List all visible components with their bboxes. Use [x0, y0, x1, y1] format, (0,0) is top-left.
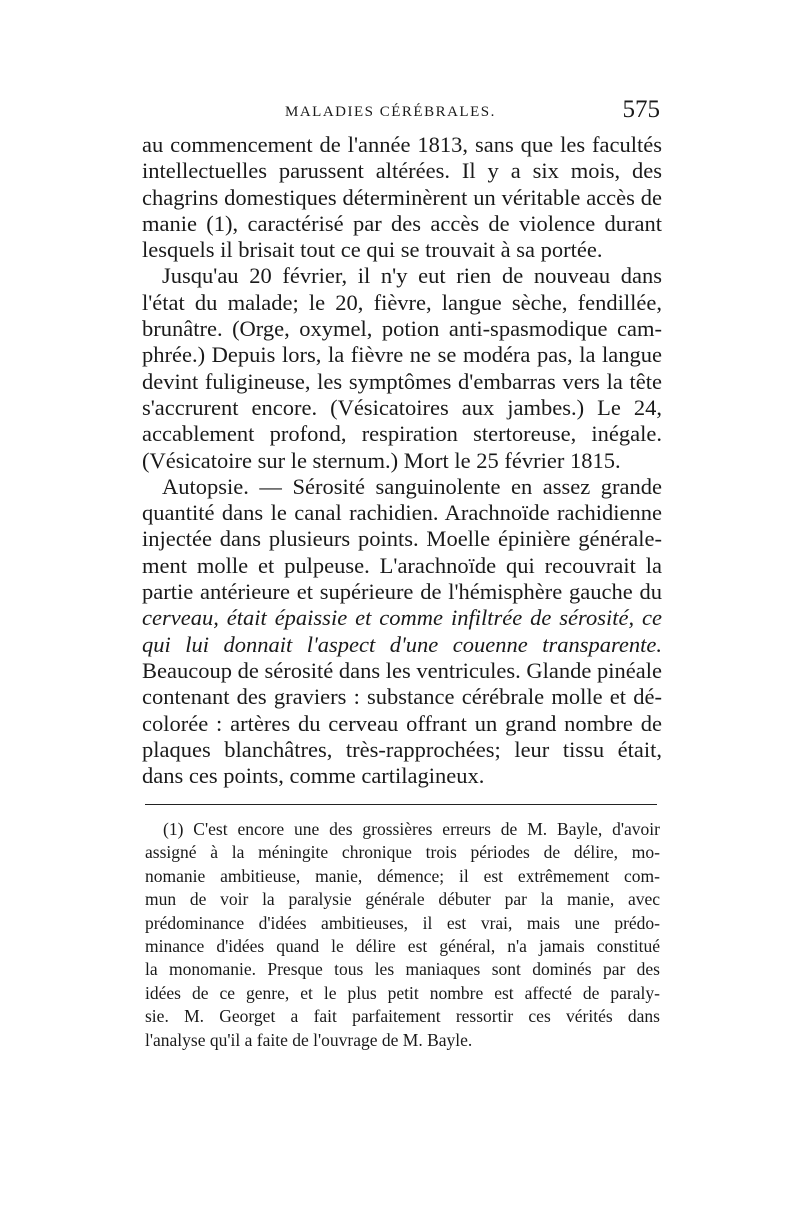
footnote-line: mun de voir la paralysie générale débuter par la manie, avec [145, 889, 660, 910]
footnote-line: nomanie ambitieuse, manie, démence; il est extrêmement com- [145, 865, 660, 886]
text-line: Jusqu'au 20 février, il n'y eut rien de nouveau dans [162, 263, 662, 289]
text-line: injectée dans plusieurs points. Moelle épinière générale- [142, 526, 662, 552]
text-line: intellectuelles parussent altérées. Il y a six mois, des [142, 158, 662, 184]
text-line: dans ces points, comme cartilagineux. [142, 763, 485, 789]
footnote-line: assigné à la méningite chronique trois périodes de délire, mo- [145, 842, 660, 863]
text-line: contenant des graviers : substance cérébrale molle et dé- [142, 684, 662, 710]
text-line: quantité dans le canal rachidien. Arachnoïde rachidienne [142, 500, 662, 526]
footnote-line: la monomanie. Presque tous les maniaques sont dominés par des [145, 959, 660, 980]
text-line: phrée.) Depuis lors, la fièvre ne se modéra pas, la langue [142, 342, 662, 368]
footnote [145, 818, 660, 1052]
body-text [142, 132, 662, 789]
text-line: s'accrurent encore. (Vésicatoires aux jambes.) Le 24, [142, 394, 662, 420]
text-line: brunâtre. (Orge, oxymel, potion anti-spasmodique cam- [142, 316, 662, 342]
text-line: Autopsie. — Sérosité sanguinolente en assez grande [162, 473, 662, 499]
text-line: (Vésicatoire sur le sternum.) Mort le 25 février 1815. [142, 447, 621, 473]
footnote-line: idées de ce genre, et le plus petit nombre est affecté de paraly- [145, 982, 660, 1003]
text-line: manie (1), caractérisé par des accès de violence durant [142, 210, 662, 236]
footnote-line: minance d'idées quand le délire est général, n'a jamais constitué [145, 935, 660, 956]
text-line: partie antérieure et supérieure de l'hémisphère gauche du [142, 579, 662, 605]
running-title: MALADIES CÉRÉBRALES. [285, 104, 496, 120]
text-line: lesquels il brisait tout ce qui se trouvait à sa portée. [142, 237, 603, 263]
footnote-line: l'analyse qu'il a faite de l'ouvrage de M. Bayle. [145, 1029, 473, 1050]
footnote-line: (1) C'est encore une des grossières erreurs de M. Bayle, d'avoir [163, 819, 660, 839]
text-line: chagrins domestiques déterminèrent un véritable accès de [142, 184, 662, 210]
footnote-divider [145, 804, 657, 805]
text-line: qui lui donnait l'aspect d'une couenne transparente. [142, 631, 662, 657]
text-line: devint fuligineuse, les symptômes d'embarras vers la tête [142, 368, 662, 394]
page-header [140, 96, 660, 132]
text-line: Beaucoup de sérosité dans les ventricules. Glande pinéale [142, 657, 662, 683]
text-line: cerveau, était épaissie et comme infiltrée de sérosité, ce [142, 605, 662, 631]
text-line: ment molle et pulpeuse. L'arachnoïde qui recouvrait la [142, 552, 662, 578]
text-line: accablement profond, respiration stertoreuse, inégale. [142, 421, 662, 447]
text-line: colorée : artères du cerveau offrant un grand nombre de [142, 710, 662, 736]
page-number: 575 [622, 96, 660, 123]
text-line: l'état du malade; le 20, fièvre, langue sèche, fendillée, [142, 289, 662, 315]
footnote-line: sie. M. Georget a fait parfaitement ressortir ces vérités dans [145, 1006, 660, 1027]
text-line: au commencement de l'année 1813, sans que les facultés [142, 132, 662, 157]
footnote-line: prédominance d'idées ambitieuses, il est vrai, mais une prédo- [145, 912, 660, 933]
text-line: plaques blanchâtres, très-rapprochées; leur tissu était, [142, 736, 662, 762]
